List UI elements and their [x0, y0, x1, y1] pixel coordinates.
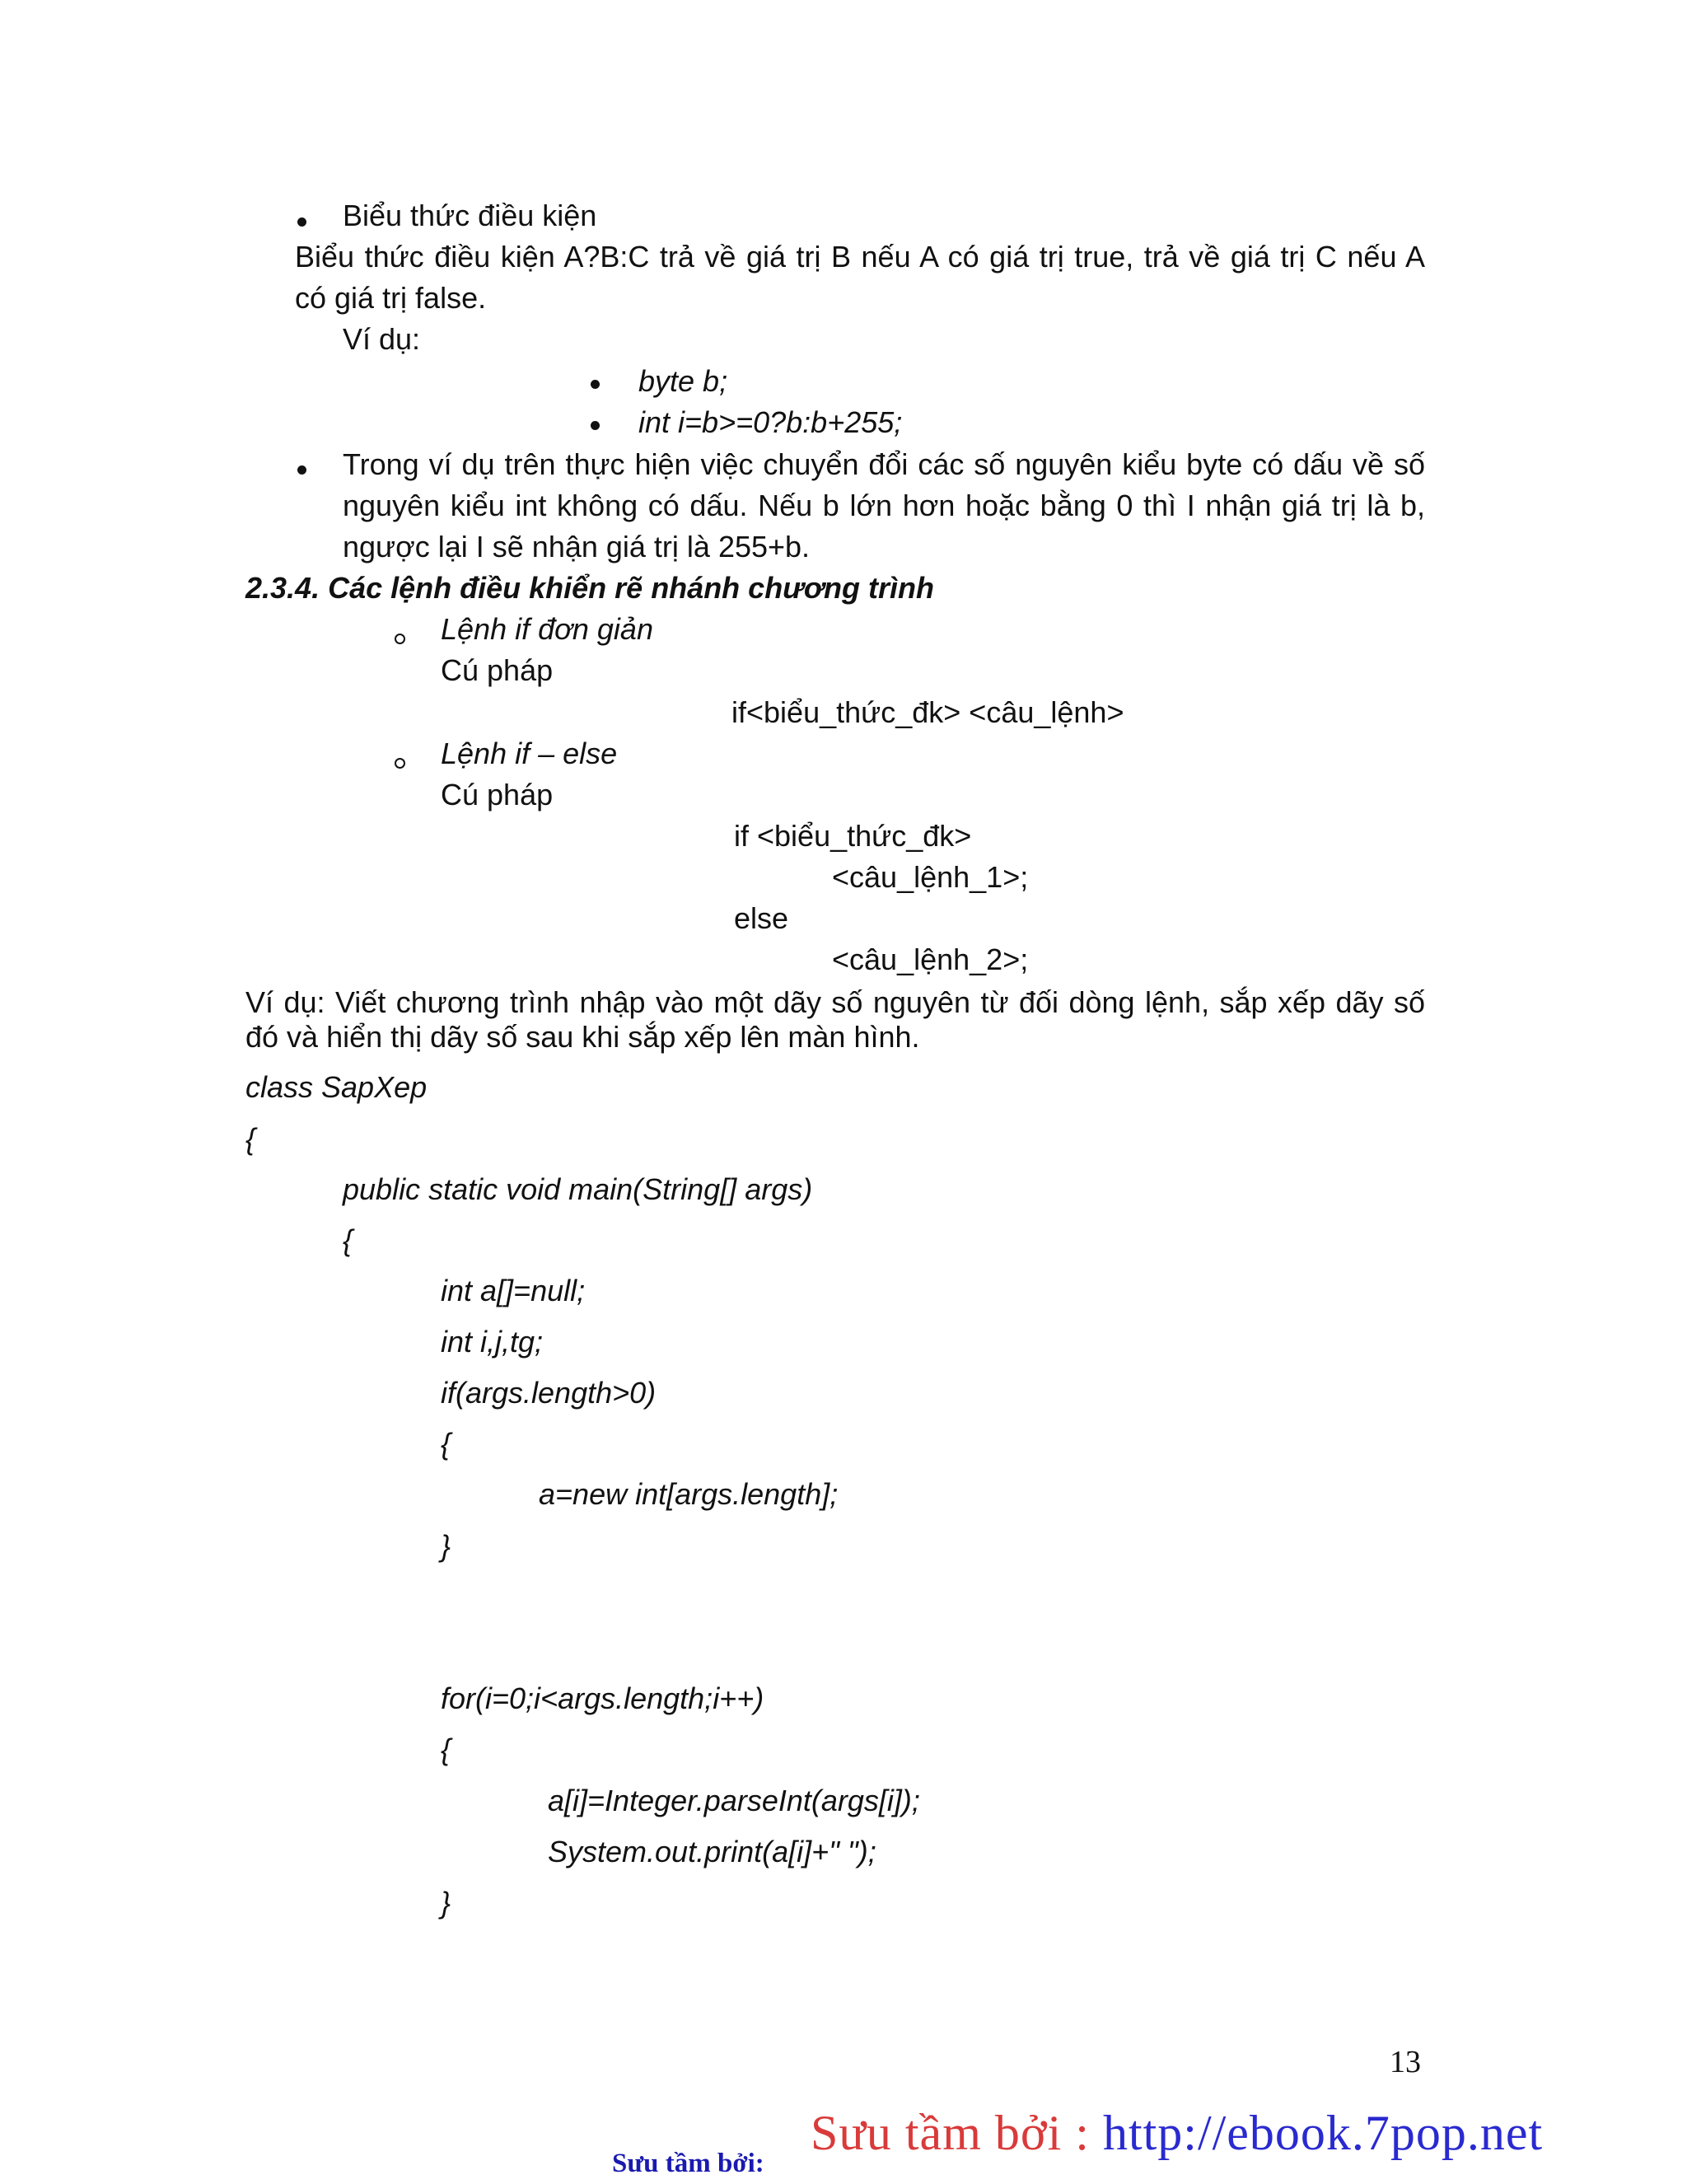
condition-description-line-2: có giá trị false.	[295, 281, 487, 315]
example-label: Ví dụ:	[343, 322, 421, 356]
code-line: }	[441, 1886, 451, 1920]
if-else-syntax-line-3: else	[734, 901, 789, 935]
circle-bullet	[395, 758, 405, 769]
code-line: if(args.length>0)	[441, 1376, 657, 1410]
if-simple-syntax: if<biểu_thức_đk> <câu_lệnh>	[731, 695, 1124, 729]
code-line: a[i]=Integer.parseInt(args[i]);	[548, 1784, 920, 1817]
code-line: {	[343, 1223, 353, 1257]
example-code-line-2: int i=b>=0?b:b+255;	[638, 405, 903, 439]
code-line: int i,j,tg;	[441, 1325, 544, 1359]
section-heading: 2.3.4. Các lệnh điều khiển rẽ nhánh chương trình	[245, 571, 935, 605]
credit-caption: Sưu tầm bởi:	[612, 2149, 764, 2178]
example-code-line-1: byte b;	[638, 364, 728, 398]
code-line: {	[441, 1427, 451, 1461]
if-else-syntax-line-2: <câu_lệnh_1>;	[832, 860, 1029, 894]
code-line: System.out.print(a[i]+" ");	[548, 1835, 876, 1868]
syntax-label: Cú pháp	[441, 653, 554, 687]
if-else-syntax-line-1: if <biểu_thức_đk>	[734, 819, 972, 853]
code-line: public static void main(String[] args)	[343, 1172, 813, 1206]
condition-description-line-1: Biểu thức điều kiện A?B:C trả về giá trị B nếu A có giá trị true, trả về giá trị C nếu A	[295, 240, 1425, 274]
bullet-dot	[591, 421, 600, 430]
if-else-title: Lệnh if – else	[441, 737, 618, 770]
code-line: {	[245, 1122, 256, 1156]
explanation-line-3: ngược lại I sẽ nhận giá trị là 255+b.	[343, 530, 811, 564]
if-simple-title: Lệnh if đơn giản	[441, 612, 653, 646]
bullet-dot	[591, 380, 600, 389]
syntax-label: Cú pháp	[441, 778, 554, 811]
credit-banner-url: http://ebook.7pop.net	[1102, 2106, 1544, 2160]
credit-banner	[811, 2105, 1543, 2162]
code-line: a=new int[args.length];	[539, 1477, 839, 1511]
explanation-line-1: Trong ví dụ trên thực hiện việc chuyển đổi các số nguyên kiểu byte có dấu về số	[343, 447, 1425, 481]
code-line: int a[]=null;	[441, 1274, 586, 1307]
bullet-condition-heading: Biểu thức điều kiện	[343, 199, 597, 232]
example2-line-2: đó và hiển thị dãy số sau khi sắp xếp lên màn hình.	[245, 1020, 920, 1054]
code-line: {	[441, 1733, 451, 1766]
code-line: class SapXep	[245, 1070, 428, 1104]
circle-bullet	[395, 634, 405, 644]
credit-banner-prefix: Sưu tầm bởi :	[811, 2106, 1103, 2160]
example2-line-1: Ví dụ: Viết chương trình nhập vào một dãy số nguyên từ đối dòng lệnh, sắp xếp dãy số	[245, 985, 1425, 1019]
page-number: 13	[1390, 2045, 1421, 2079]
bullet-dot	[297, 217, 306, 227]
code-line: for(i=0;i<args.length;i++)	[441, 1681, 764, 1715]
bullet-dot	[297, 465, 306, 475]
if-else-syntax-line-4: <câu_lệnh_2>;	[832, 942, 1029, 976]
code-line: }	[441, 1529, 451, 1563]
explanation-line-2: nguyên kiểu int không có dấu. Nếu b lớn hơn hoặc bằng 0 thì I nhận giá trị là b,	[343, 489, 1425, 522]
